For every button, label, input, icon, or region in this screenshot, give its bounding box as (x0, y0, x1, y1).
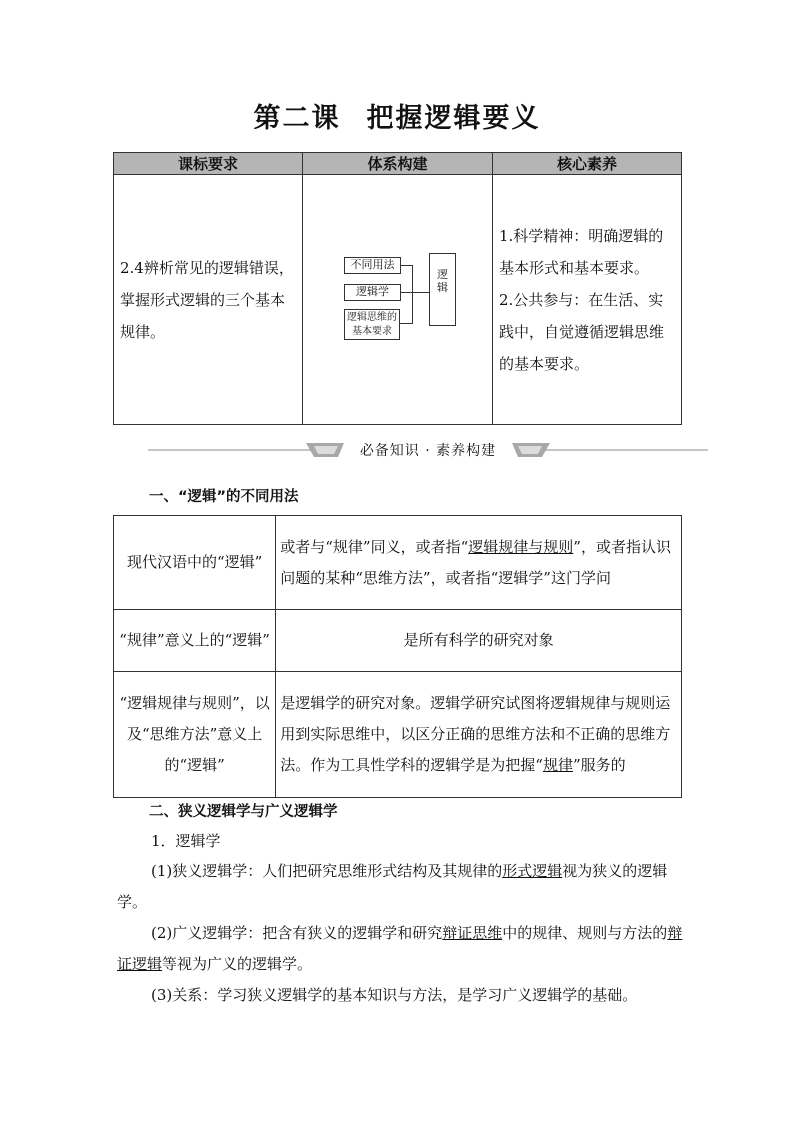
header-structure: 体系构建 (303, 153, 493, 175)
diagram-connector (400, 323, 412, 324)
diagram-box-requirements: 逻辑思维的基本要求 (344, 309, 400, 340)
requirement-text: 2.4辨析常见的逻辑错误，掌握形式逻辑的三个基本规律。 (120, 258, 294, 341)
usage-row3-label: “逻辑规律与规则”，以及“思维方法”意义上的“逻辑” (114, 672, 276, 798)
course-overview-table (113, 152, 682, 425)
usage-row1-label: 现代汉语中的“逻辑” (114, 516, 276, 610)
literacy-cell (493, 175, 682, 425)
logic-usage-table (113, 515, 682, 798)
diagram-box-logic: 逻辑学 (344, 284, 401, 301)
structure-diagram (303, 175, 492, 424)
diagram-box-usage: 不同用法 (344, 257, 401, 274)
usage-row3-content: 是逻辑学的研究对象。逻辑学研究试图将逻辑规律与规则运用到实际思维中，以区分正确的思维方法和不正确的思维方法。作为工具性学科的逻辑学是为把握“规律”服务的 (276, 672, 682, 798)
page-title: 第二课 把握逻辑要义 (253, 103, 541, 134)
paragraph-broad-logic: (2)广义逻辑学：把含有狭义的逻辑学和研究辩证思维中的规律、规则与方法的辩证逻辑等视为广义的逻辑学。 (117, 924, 683, 973)
header-literacy: 核心素养 (493, 153, 682, 175)
diagram-box-center: 逻辑 (429, 253, 456, 326)
section-banner (148, 434, 708, 464)
banner-text: 必备知识 · 素养构建 (359, 443, 497, 459)
literacy-text-1: 1.科学精神：明确逻辑的基本形式和基本要求。 (499, 226, 664, 277)
literacy-text-2: 2.公共参与：在生活、实践中，自觉遵循逻辑思维的基本要求。 (499, 290, 665, 373)
diagram-connector (412, 265, 413, 324)
header-requirement: 课标要求 (114, 153, 303, 175)
usage-row2-content: 是所有科学的研究对象 (276, 610, 682, 672)
usage-row2-label: “规律”意义上的“逻辑” (114, 610, 276, 672)
diagram-connector (412, 292, 429, 293)
usage-row1-content: 或者与“规律”同义，或者指“逻辑规律与规则”，或者指认识问题的某种“思维方法”，或者指“逻辑学”这门学问 (276, 516, 682, 610)
section-heading-2: 二、狭义逻辑学与广义逻辑学 (149, 804, 338, 820)
section-heading-1: 一、“逻辑”的不同用法 (149, 489, 299, 505)
paragraph-narrow-logic: (1)狭义逻辑学：人们把研究思维形式结构及其规律的形式逻辑视为狭义的逻辑学。 (117, 862, 668, 911)
diagram-connector (401, 265, 412, 266)
requirement-cell (114, 175, 303, 425)
paragraph-relation: (3)关系：学习狭义逻辑学的基本知识与方法，是学习广义逻辑学的基础。 (151, 986, 638, 1004)
subheading-logic: 1．逻辑学 (151, 832, 221, 850)
structure-cell (303, 175, 493, 425)
